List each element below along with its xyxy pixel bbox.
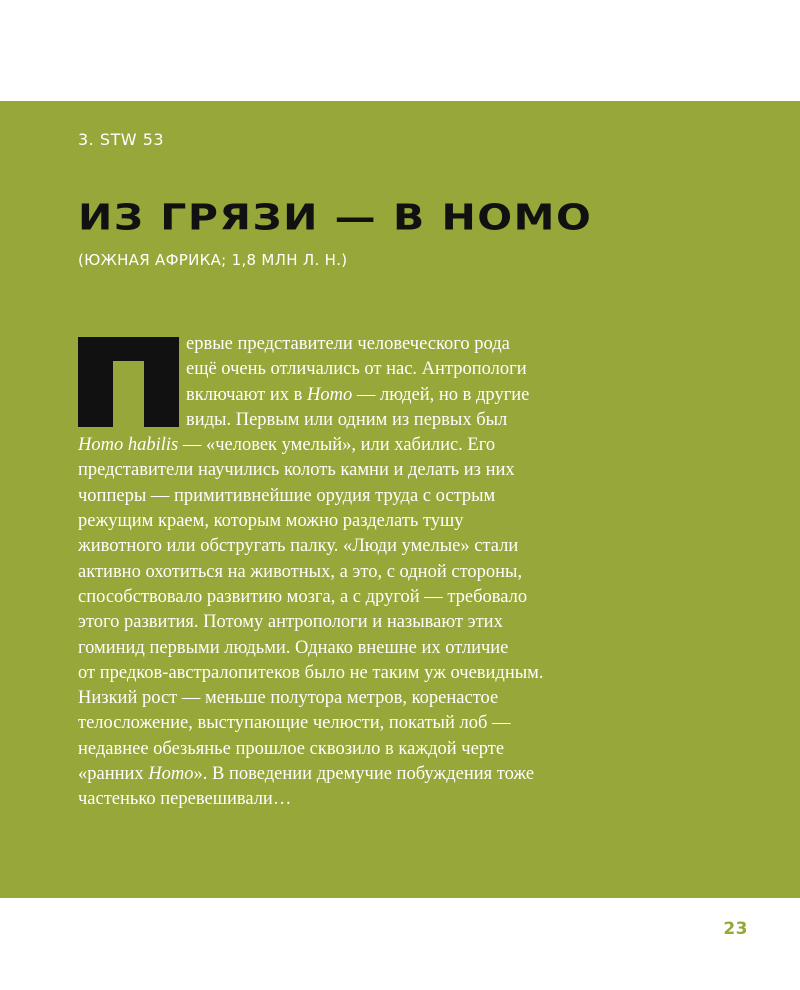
body-line: режущим краем, которым можно разделать тушу xyxy=(78,511,464,532)
body-line: активно охотиться на животных, а это, с одной стороны, xyxy=(78,561,523,582)
body-line: Низкий рост — меньше полутора метров, коренастое xyxy=(78,688,499,709)
chapter-title: ИЗ ГРЯЗИ — В НОМО xyxy=(78,196,593,239)
body-line: «ранних Homo». В поведении дремучие побуждения тоже xyxy=(78,764,535,785)
body-line: способствовало развитию мозга, а с другой — требовало xyxy=(78,586,528,607)
body-line: ещё очень отличались от нас. Антропологи xyxy=(186,359,527,380)
page-number: 23 xyxy=(723,919,748,939)
latin-term: Homo xyxy=(307,384,353,405)
latin-term: Homo xyxy=(148,764,194,785)
section-label: 3. STW 53 xyxy=(78,130,165,149)
body-line: включают их в Homo — людей, но в другие xyxy=(186,384,530,405)
body-line: недавнее обезьянье прошлое сквозило в каждой черте xyxy=(78,738,505,759)
latin-term: Homo habilis xyxy=(78,435,179,456)
body-line: гоминид первыми людьми. Однако внешне их отличие xyxy=(78,637,509,658)
body-line: от предков-австралопитеков было не таким уж очевидным. xyxy=(78,662,544,683)
body-line: виды. Первым или одним из первых был xyxy=(186,409,508,430)
body-line: частенько перевешивали… xyxy=(78,789,292,810)
body-line: этого развития. Потому антропологи и называют этих xyxy=(78,612,503,633)
body-line: телосложение, выступающие челюсти, покатый лоб — xyxy=(78,713,511,734)
body-paragraph xyxy=(78,332,638,813)
body-line: чопперы — примитивнейшие орудия труда с острым xyxy=(78,485,496,506)
chapter-subtitle: (ЮЖНАЯ АФРИКА; 1,8 МЛН Л. Н.) xyxy=(78,251,348,269)
body-line: животного или обстругать палку. «Люди умелые» стали xyxy=(78,536,519,557)
body-line: Homo habilis — «человек умелый», или хабилис. Его xyxy=(78,435,496,456)
body-line: ервые представители человеческого рода xyxy=(186,334,510,354)
body-line: представители научились колоть камни и делать из них xyxy=(78,460,515,481)
